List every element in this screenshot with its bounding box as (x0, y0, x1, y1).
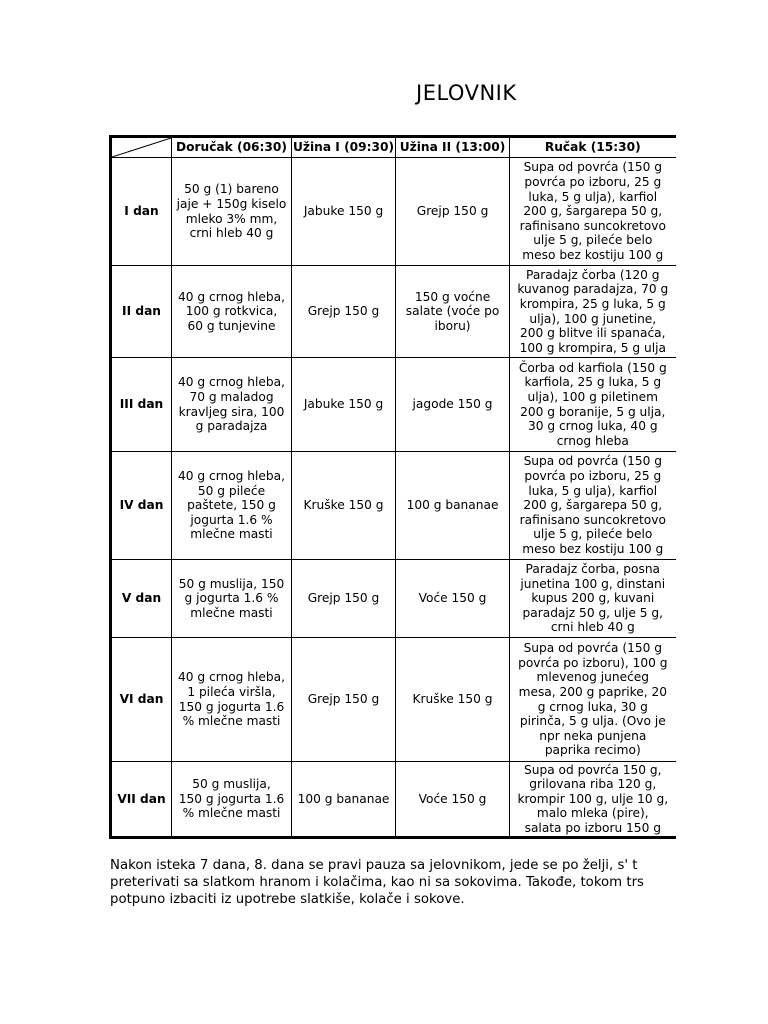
cell-line: 200 g, šargarepa 50 g, (523, 204, 663, 219)
day-label: III dan (111, 358, 172, 452)
snack-1-cell (292, 638, 396, 762)
cell-line: Supa od povrća 150 g, (524, 762, 662, 777)
cell-line: 200 g blitve ili spanaća, (520, 326, 666, 341)
cell-line: Supa od povrća (150 g (523, 454, 662, 469)
cell-line: grilovana riba 120 g, (529, 777, 657, 792)
snack-2-cell (396, 358, 510, 452)
cell-line: povrća po izboru), 100 g (518, 655, 668, 670)
corner-cell (111, 137, 172, 158)
cell-line: meso bez kostiju 100 g (522, 541, 664, 556)
cell-line: malo mleka (pire), (536, 806, 649, 821)
lunch-cell (510, 266, 676, 358)
cell-line: luka, 5 g ulja), karfiol (528, 189, 658, 204)
cell-line: Paradajz čorba, posna (525, 562, 661, 577)
cell-line: mlečne masti (190, 605, 273, 620)
menu-body (111, 158, 676, 838)
cell-line: ulja), 100 g junetine, (529, 311, 657, 326)
footer-line: Nakon isteka 7 dana, 8. dana se pravi pauza sa jelovnikom, jede se po želji, s' t (110, 858, 638, 873)
cell-line: mlečne masti (190, 527, 273, 542)
cell-line: 150 g jogurta 1.6 (178, 699, 285, 714)
cell-line: kuvanog paradajza, 70 g (517, 282, 669, 297)
footer-line: potpuno izbaciti iz upotrebe slatkiše, kolače i sokove. (110, 892, 465, 907)
cell-line: 60 g tunjevine (187, 318, 276, 333)
cell-line: kravljeg sira, 100 (178, 404, 285, 419)
lunch-cell (510, 358, 676, 452)
cell-line: paštete, 150 g (187, 498, 276, 513)
cell-line: Voće 150 g (418, 791, 487, 806)
snack-2-cell (396, 158, 510, 266)
breakfast-cell (172, 266, 292, 358)
snack-2-cell (396, 762, 510, 838)
day-label: V dan (111, 560, 172, 638)
cell-line: karfiola, 25 g luka, 5 g (524, 375, 662, 390)
cell-line: mesa, 200 g paprike, 20 (518, 684, 667, 699)
snack-1-cell (292, 158, 396, 266)
cell-line: 50 g (1) bareno (184, 182, 279, 197)
cell-line: paprika recimo) (544, 743, 641, 758)
menu-table (109, 135, 676, 839)
cell-line: Grejp 150 g (307, 304, 380, 319)
cell-line: krompir 100 g, ulje 10 g, (517, 791, 669, 806)
cell-line: Voće 150 g (418, 591, 487, 606)
breakfast-cell (172, 158, 292, 266)
snack-1-cell (292, 358, 396, 452)
cell-line: 150 g voćne (414, 289, 491, 304)
cell-line: 100 g rotkvica, (185, 304, 278, 319)
snack-2-cell (396, 638, 510, 762)
cell-line: crni hleb 40 g (189, 226, 274, 241)
table-row (111, 560, 676, 638)
header-snack-2: Užina II (13:00) (396, 137, 510, 158)
lunch-cell (510, 158, 676, 266)
cell-line: 100 g bananae (297, 791, 390, 806)
table-row (111, 266, 676, 358)
footer-note (110, 857, 675, 908)
cell-line: meso bez kostiju 100 g (522, 247, 664, 262)
table-row (111, 452, 676, 560)
cell-line: 40 g crnog hleba, (178, 375, 285, 390)
cell-line: % mlečne masti (182, 714, 281, 729)
cell-line: junetina 100 g, dinstani (520, 576, 666, 591)
cell-line: 50 g pileće (197, 483, 266, 498)
cell-line: mleko 3% mm, (185, 211, 278, 226)
cell-line: Jabuke 150 g (303, 204, 384, 219)
cell-line: 100 g bananae (406, 498, 499, 513)
cell-line: 40 g crnog hleba, (178, 670, 285, 685)
snack-1-cell (292, 266, 396, 358)
cell-line: crni hleb 40 g (550, 620, 635, 635)
breakfast-cell (172, 762, 292, 838)
breakfast-cell (172, 452, 292, 560)
snack-2-cell (396, 452, 510, 560)
table-row (111, 638, 676, 762)
cell-line: povrća po izboru, 25 g (524, 469, 662, 484)
cell-line: 200 g, šargarepa 50 g, (523, 498, 663, 513)
table-row (111, 762, 676, 838)
cell-line: Supa od povrća (150 g (523, 641, 662, 656)
header-row (111, 137, 676, 158)
day-label: II dan (111, 266, 172, 358)
cell-line: 70 g maladog (189, 389, 274, 404)
cell-line: krompira, 25 g luka, 5 g (519, 296, 666, 311)
cell-line: 50 g muslija, 150 (178, 576, 285, 591)
cell-line: jogurta 1.6 % (190, 512, 273, 527)
cell-line: g jogurta 1.6 % (184, 591, 279, 606)
cell-line: pirinča, 5 g ulja. (Ovo je (519, 714, 666, 729)
day-label: I dan (111, 158, 172, 266)
cell-line: salata po izboru 150 g (524, 820, 661, 835)
table-row (111, 358, 676, 452)
cell-line: g crnog luka, 30 g (537, 699, 648, 714)
snack-2-cell (396, 560, 510, 638)
cell-line: ulja), 100 g piletinem (527, 389, 659, 404)
breakfast-cell (172, 638, 292, 762)
header-breakfast: Doručak (06:30) (172, 137, 292, 158)
document-title: JELOVNIK (416, 81, 517, 105)
cell-line: Jabuke 150 g (303, 397, 384, 412)
header-lunch: Ručak (15:30) (510, 137, 676, 158)
cell-line: % mlečne masti (182, 806, 281, 821)
cell-line: jaje + 150g kiselo (176, 196, 287, 211)
cell-line: rafinisano suncokretovo (519, 512, 666, 527)
cell-line: povrća po izboru, 25 g (524, 175, 662, 190)
cell-line: 150 g jogurta 1.6 (178, 791, 285, 806)
snack-1-cell (292, 762, 396, 838)
cell-line: npr neka punjena (539, 728, 647, 743)
lunch-cell (510, 638, 676, 762)
lunch-cell (510, 452, 676, 560)
snack-2-cell (396, 266, 510, 358)
day-label: VII dan (111, 762, 172, 838)
footer-line: preterivati sa slatkom hranom i kolačima, kao ni sa sokovima. Takođe, tokom trs (110, 875, 644, 890)
cell-line: paradajz 50 g, ulje 5 g, (522, 605, 664, 620)
cell-line: 40 g crnog hleba, (178, 469, 285, 484)
cell-line: 1 pileća viršla, (187, 684, 276, 699)
cell-line: Paradajz čorba (120 g (526, 267, 660, 282)
cell-line: iboru) (434, 318, 471, 333)
cell-line: Supa od povrća (150 g (523, 160, 662, 175)
cell-line: 100 g krompira, 5 g ulja (519, 340, 666, 355)
cell-line: jagode 150 g (412, 397, 493, 412)
breakfast-cell (172, 358, 292, 452)
cell-line: Čorba od karfiola (150 g (518, 360, 667, 375)
cell-line: Kruške 150 g (412, 692, 493, 707)
cell-line: Grejp 150 g (416, 204, 489, 219)
cell-line: kupus 200 g, kuvani (531, 591, 655, 606)
cell-line: 40 g crnog hleba, (178, 289, 285, 304)
diagonal-divider (112, 138, 171, 157)
header-snack-1: Užina I (09:30) (292, 137, 396, 158)
snack-1-cell (292, 452, 396, 560)
cell-line: salate (voće po (405, 304, 500, 319)
cell-line: crnog hleba (556, 433, 629, 448)
lunch-cell (510, 762, 676, 838)
cell-line: 50 g muslija, (192, 777, 271, 792)
cell-line: 200 g boranije, 5 g ulja, (520, 404, 666, 419)
table-row (111, 158, 676, 266)
cell-line: 30 g crnog luka, 40 g (527, 419, 658, 434)
cell-line: mlevenog junećeg (536, 670, 650, 685)
day-label: IV dan (111, 452, 172, 560)
cell-line: luka, 5 g ulja), karfiol (528, 483, 658, 498)
cell-line: Grejp 150 g (307, 591, 380, 606)
cell-line: ulje 5 g, pileće belo (533, 527, 653, 542)
snack-1-cell (292, 560, 396, 638)
cell-line: g paradajza (195, 419, 268, 434)
cell-line: Grejp 150 g (307, 692, 380, 707)
cell-line: ulje 5 g, pileće belo (533, 233, 653, 248)
cell-line: Kruške 150 g (303, 498, 384, 513)
breakfast-cell (172, 560, 292, 638)
cell-line: rafinisano suncokretovo (519, 218, 666, 233)
lunch-cell (510, 560, 676, 638)
day-label: VI dan (111, 638, 172, 762)
